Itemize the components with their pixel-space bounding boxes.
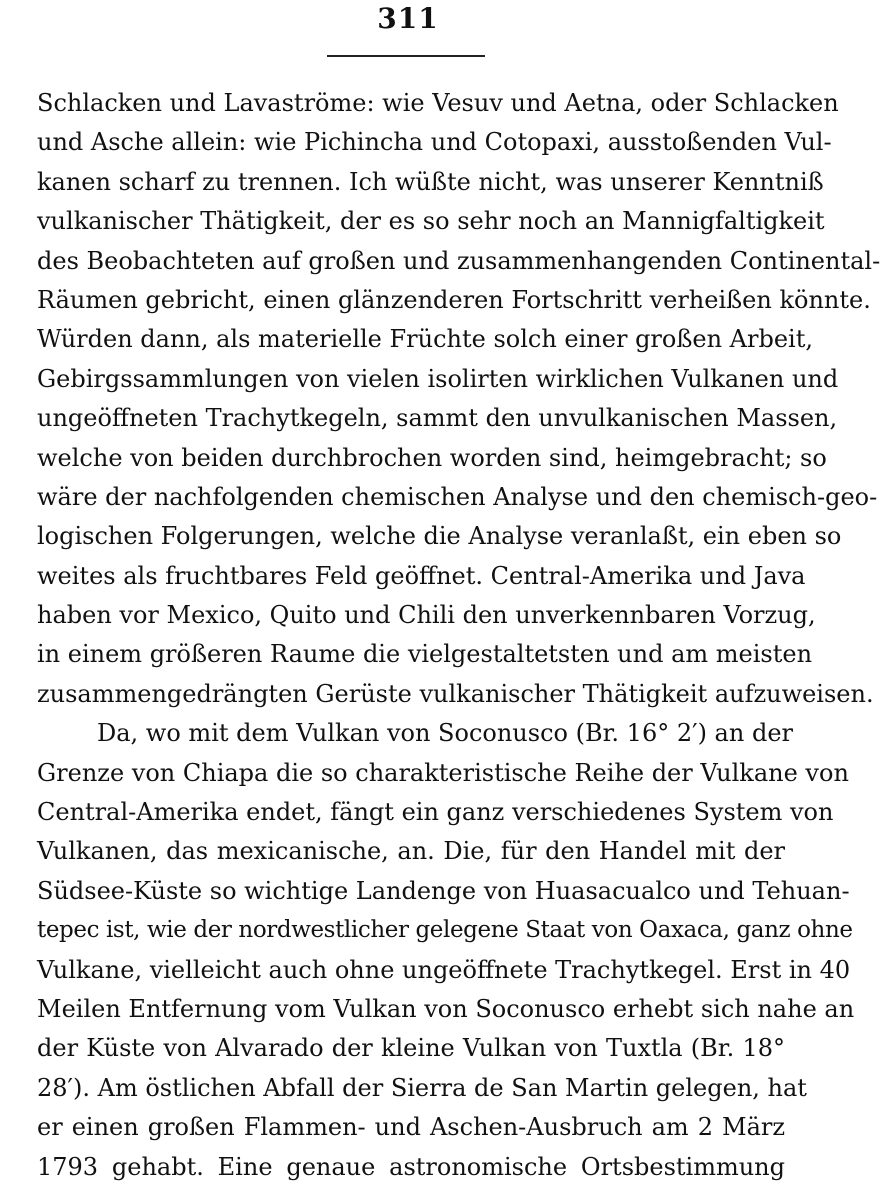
text-line: welche von beiden durchbrochen worden sind, heimgebracht; so [37,443,827,472]
text-line: Meilen Entfernung vom Vulkan von Soconusco erhebt sich nahe an [37,994,855,1023]
text-line: haben vor Mexico, Quito und Chili den unverkennbaren Vorzug, [37,601,816,630]
text-line: vulkanischer Thätigkeit, der es so sehr noch an Mannigfaltigkeit [37,207,825,236]
text-line: Würden dann, als materielle Früchte solch einer großen Arbeit, [37,325,813,354]
text-line: in einem größeren Raume die vielgestaltetsten und am meisten [37,640,813,669]
text-line: des Beobachteten auf großen und zusammenhangenden Continental- [37,246,880,275]
text-line: 28′). Am östlichen Abfall der Sierra de San Martin gelegen, hat [37,1073,807,1102]
paragraph-start-line: Da, wo mit dem Vulkan von Soconusco (Br. 16° 2′) an der [97,719,793,748]
text-line: tepec ist, wie der nordwestlicher gelegene Staat von Oaxaca, ganz ohne [37,917,853,944]
text-line: Schlacken und Lavaströme: wie Vesuv und Aetna, oder Schlacken [37,89,839,117]
text-line: ungeöffneten Trachytkegeln, sammt den unvulkanischen Massen, [37,404,838,433]
text-line: Central-Amerika endet, fängt ein ganz verschiedenes System von [37,798,834,827]
text-line: Räumen gebricht, einen glänzenderen Fortschritt verheißen könnte. [37,285,871,314]
text-line: Südsee-Küste so wichtige Landenge von Huasacualco und Tehuan- [37,876,850,905]
text-line: Vulkane, vielleicht auch ohne ungeöffnete Trachytkegel. Erst in 40 [37,955,851,984]
text-line: logischen Folgerungen, welche die Analyse veranlaßt, ein eben so [37,522,842,551]
text-line: der Küste von Alvarado der kleine Vulkan von Tuxtla (Br. 18° [37,1034,785,1063]
text-line: Grenze von Chiapa die so charakteristische Reihe der Vulkane von [37,758,849,787]
text-line: 1793 gehabt. Eine genaue astronomische Ortsbestimmung [37,1152,785,1181]
text-line: zusammengedrängten Gerüste vulkanischer Thätigkeit aufzuweisen. [37,679,874,708]
text-line: weites als fruchtbares Feld geöffnet. Central-Amerika und Java [37,561,806,590]
text-line: und Asche allein: wie Pichincha und Cotopaxi, ausstoßenden Vul- [37,128,832,157]
text-line: wäre der nachfolgenden chemischen Analyse und den chemisch-geo- [37,482,878,511]
text-line: kanen scharf zu trennen. Ich wüßte nicht, was unserer Kenntniß [37,167,824,196]
text-line: Vulkanen, das mexicanische, an. Die, für den Handel mit der [37,837,785,866]
page-number: 311 [377,2,439,35]
header-rule [327,55,485,57]
body-text [37,84,880,1187]
text-line: Gebirgssammlungen von vielen isolirten wirklichen Vulkanen und [37,364,839,393]
text-line: er einen großen Flammen- und Aschen-Ausbruch am 2 März [37,1113,785,1142]
